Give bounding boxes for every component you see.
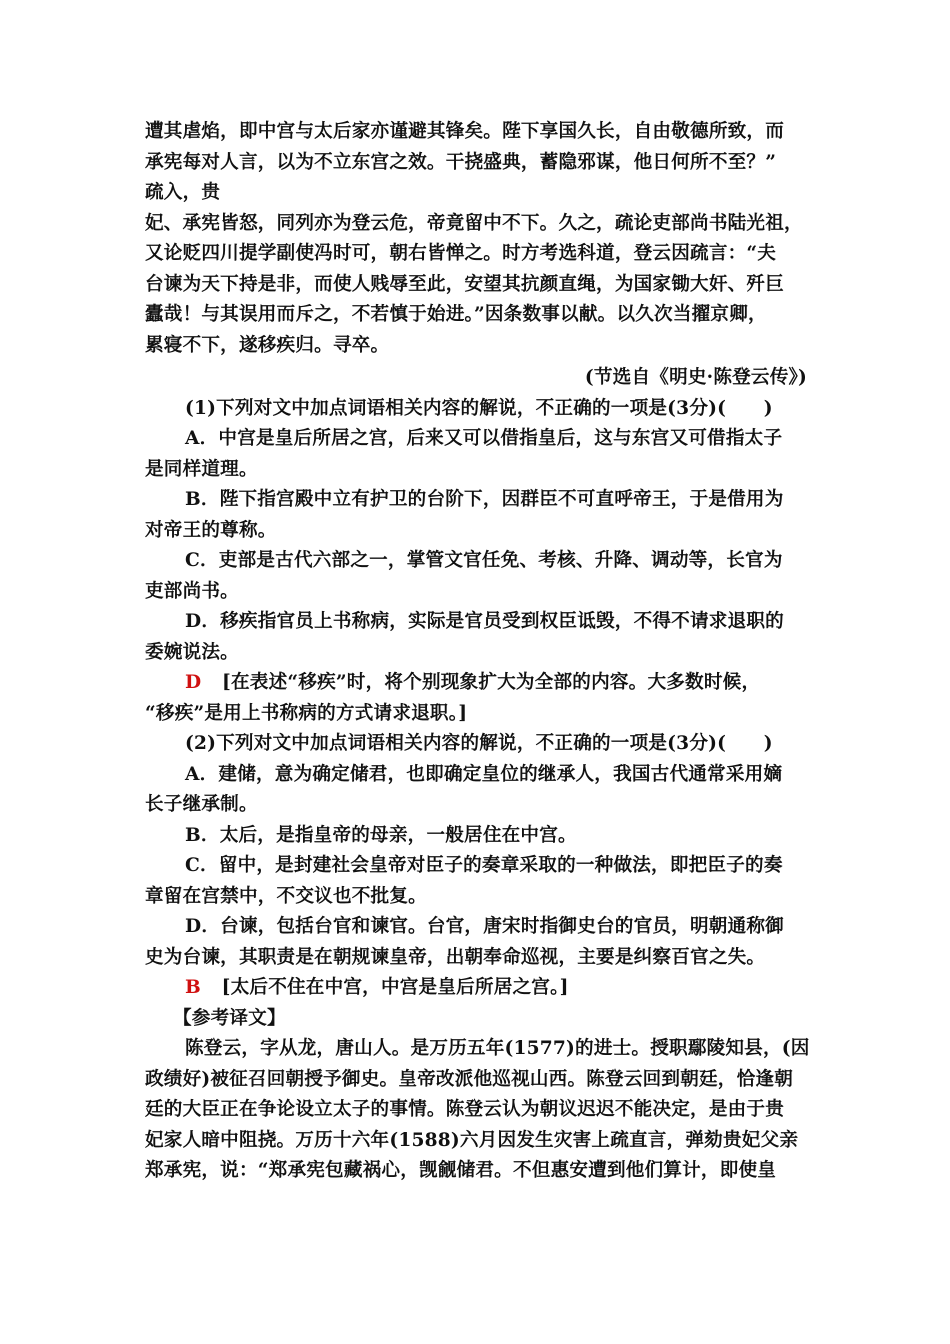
option-line: A．中宫是皇后所居之宫，后来又可以借指皇后，这与东宫又可借指太子 — [185, 428, 783, 449]
option-line: C．吏部是古代六部之一，掌管文官任免、考核、升降、调动等，长官为 — [185, 550, 783, 571]
option-line: B．太后，是指皇帝的母亲，一般居住在中宫。 — [185, 824, 577, 846]
question-1 — [145, 394, 807, 730]
answer-letter: D — [185, 672, 202, 693]
answer-explanation — [145, 668, 807, 729]
option-c — [145, 851, 807, 912]
translation-heading: 【参考译文】 — [173, 1007, 286, 1029]
explanation-line: “移疾”是用上书称病的方式请求退职。] — [145, 702, 468, 724]
translation-line: 廷的大臣正在争论设立太子的事情。陈登云认为朝议迟迟不能决定，是由于贵 — [145, 1099, 784, 1120]
option-line: 吏部尚书。 — [145, 580, 239, 602]
translation-line: 妃家人暗中阻挠。万历十六年(1588)六月因发生灾害上疏直言，弹劾贵妃父亲 — [145, 1129, 799, 1151]
option-b — [145, 821, 807, 852]
option-d — [145, 912, 807, 973]
option-line: A．建储，意为确定储君，也即确定皇位的继承人，我国古代通常采用嫡 — [185, 763, 783, 785]
question-stem: (1)下列对文中加点词语相关内容的解说，不正确的一项是(3分)( ) — [185, 397, 773, 419]
option-line: 是同样道理。 — [145, 458, 258, 480]
answer-line — [145, 668, 807, 699]
passage-line: 台谏为天下持是非，而使人贱辱至此，安望其抗颜直绳，为国家锄大奸、歼巨 — [145, 273, 784, 295]
translation-line: 郑承宪，说：“郑承宪包藏祸心，觊觎储君。不但惠安遭到他们算计，即使皇 — [145, 1160, 777, 1181]
passage-line: 承宪每对人言，以为不立东宫之效。干挠盛典，蓄隐邪谋，他日何所不至？” — [145, 151, 777, 173]
option-d — [145, 607, 807, 668]
passage-line: 累寝不下，遂移疾归。寻卒。 — [145, 334, 390, 356]
passage-line: 蠹哉！与其误用而斥之，不若慎于始进。”因条数事以献。以久次当擢京卿， — [145, 304, 767, 325]
option-a — [145, 424, 807, 485]
source-citation: (节选自《明史·陈登云传》) — [584, 367, 807, 388]
document-page — [145, 117, 810, 1187]
question-2 — [145, 729, 807, 1004]
translation-line: 陈登云，字从龙，唐山人。是万历五年(1577)的进士。授职鄢陵知县，(因 — [185, 1038, 810, 1059]
option-c — [145, 546, 807, 607]
translation-line: 政绩好)被征召回朝授予御史。皇帝改派他巡视山西。陈登云回到朝廷，恰逢朝 — [145, 1068, 793, 1090]
option-line: D．台谏，包括台官和谏官。台官，唐宋时指御史台的官员，明朝通称御 — [185, 916, 784, 937]
option-line: 章留在宫禁中，不交议也不批复。 — [145, 885, 427, 907]
option-line: 长子继承制。 — [145, 794, 258, 815]
passage-line: 遭其虐焰，即中宫与太后家亦谨避其锋矣。陛下享国久长，自由敬德所致，而 — [145, 121, 784, 142]
option-line: B．陛下指宫殿中立有护卫的台阶下，因群臣不可直呼帝王，于是借用为 — [185, 489, 784, 510]
answer-explanation — [145, 973, 807, 1004]
option-a — [145, 760, 807, 821]
option-line: 史为台谏，其职责是在朝规谏皇帝，出朝奉命巡视，主要是纠察百官之失。 — [145, 946, 766, 968]
option-line: D．移疾指官员上书称病，实际是官员受到权臣诋毁，不得不请求退职的 — [185, 611, 784, 632]
passage-line: 又论贬四川提学副使冯时可，朝右皆惮之。时方考选科道，登云因疏言：“夫 — [145, 243, 777, 264]
passage — [145, 117, 807, 361]
reference-translation — [145, 1004, 810, 1187]
option-line: 对帝王的尊称。 — [145, 519, 277, 541]
explanation-text: [太后不住在中宫，中宫是皇后所居之宫。] — [221, 977, 569, 998]
option-line: C．留中，是封建社会皇帝对臣子的奏章采取的一种做法，即把臣子的奏 — [185, 855, 783, 876]
explanation-text: [在表述“移疾”时，将个别现象扩大为全部的内容。大多数时候， — [222, 672, 761, 693]
answer-line — [145, 973, 807, 1004]
answer-letter: B — [185, 977, 201, 998]
option-line: 委婉说法。 — [145, 641, 239, 663]
question-stem: (2)下列对文中加点词语相关内容的解说，不正确的一项是(3分)( ) — [185, 733, 773, 754]
passage-line: 妃、承宪皆怒，同列亦为登云危，帝竟留中不下。久之，疏论吏部尚书陆光祖， — [145, 212, 803, 234]
option-b — [145, 485, 807, 546]
passage-line: 疏入，贵 — [145, 182, 221, 203]
